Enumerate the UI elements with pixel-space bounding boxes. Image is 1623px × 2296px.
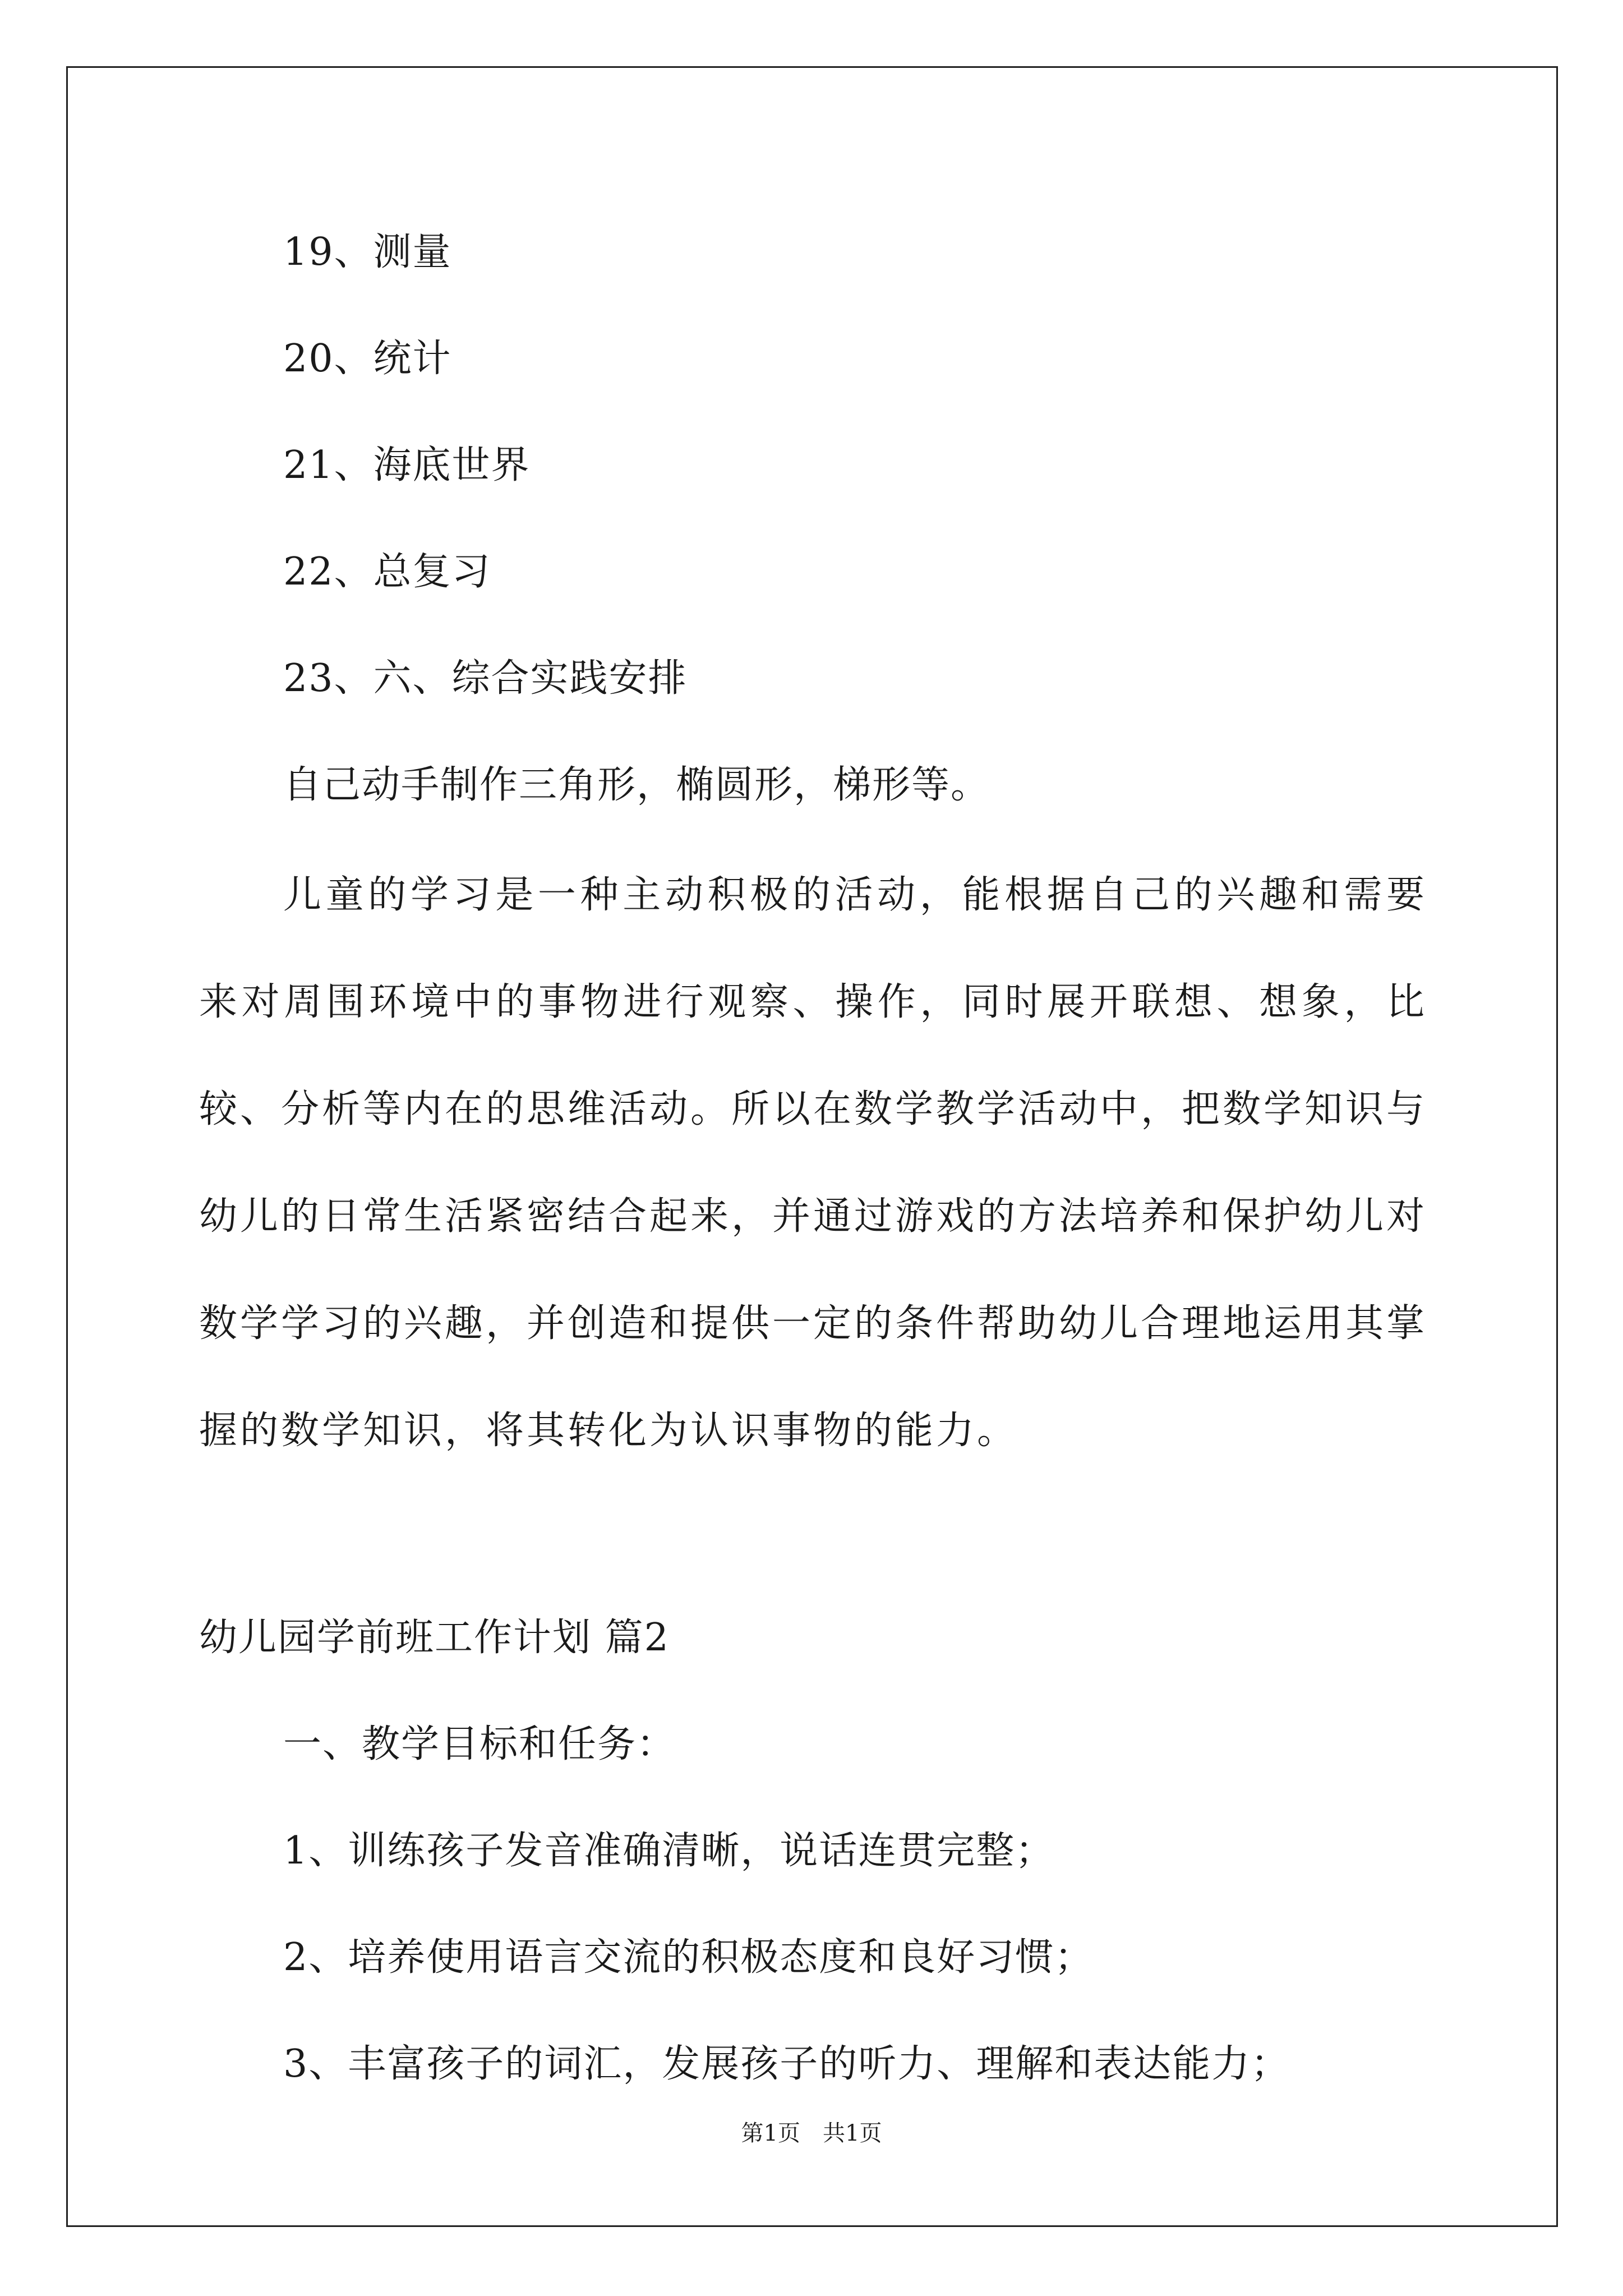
section-title: 幼儿园学前班工作计划 篇2: [199, 1616, 670, 1660]
list-item: 20、统计: [283, 337, 452, 381]
body-paragraph: 儿童的学习是一种主动积极的活动，能根据自己的兴趣和需要来对周围环境中的事物进行观察、操作，同时展开联想、想象，比较、分析等内在的思维活动。所以在数学教学活动中，把数学知识与幼儿的日常生活紧密结合起来，并通过游戏的方法培养和保护幼儿对数学学习的兴趣，并创造和提供一定的条件帮助幼儿合理地运用其掌握的数学知识，将其转化为认识事物的能力。: [199, 873, 1428, 1453]
list-item: 19、测量: [283, 230, 452, 274]
goal-item: 3、丰富孩子的词汇，发展孩子的听力、理解和表达能力；: [283, 2042, 1290, 2086]
page-footer: 第1页 共1页: [741, 2120, 882, 2146]
goal-item: 1、训练孩子发音准确清晰，说话连贯完整；: [283, 1829, 1055, 1873]
list-item: 22、总复习: [283, 550, 491, 594]
practice-sentence: 自己动手制作三角形，椭圆形，梯形等。: [283, 763, 990, 807]
subsection-title: 一、教学目标和任务：: [283, 1722, 676, 1766]
list-item: 23、六、综合实践安排: [283, 656, 688, 701]
list-item: 21、海底世界: [283, 443, 531, 487]
goal-item: 2、培养使用语言交流的积极态度和良好习惯；: [283, 1935, 1094, 1980]
